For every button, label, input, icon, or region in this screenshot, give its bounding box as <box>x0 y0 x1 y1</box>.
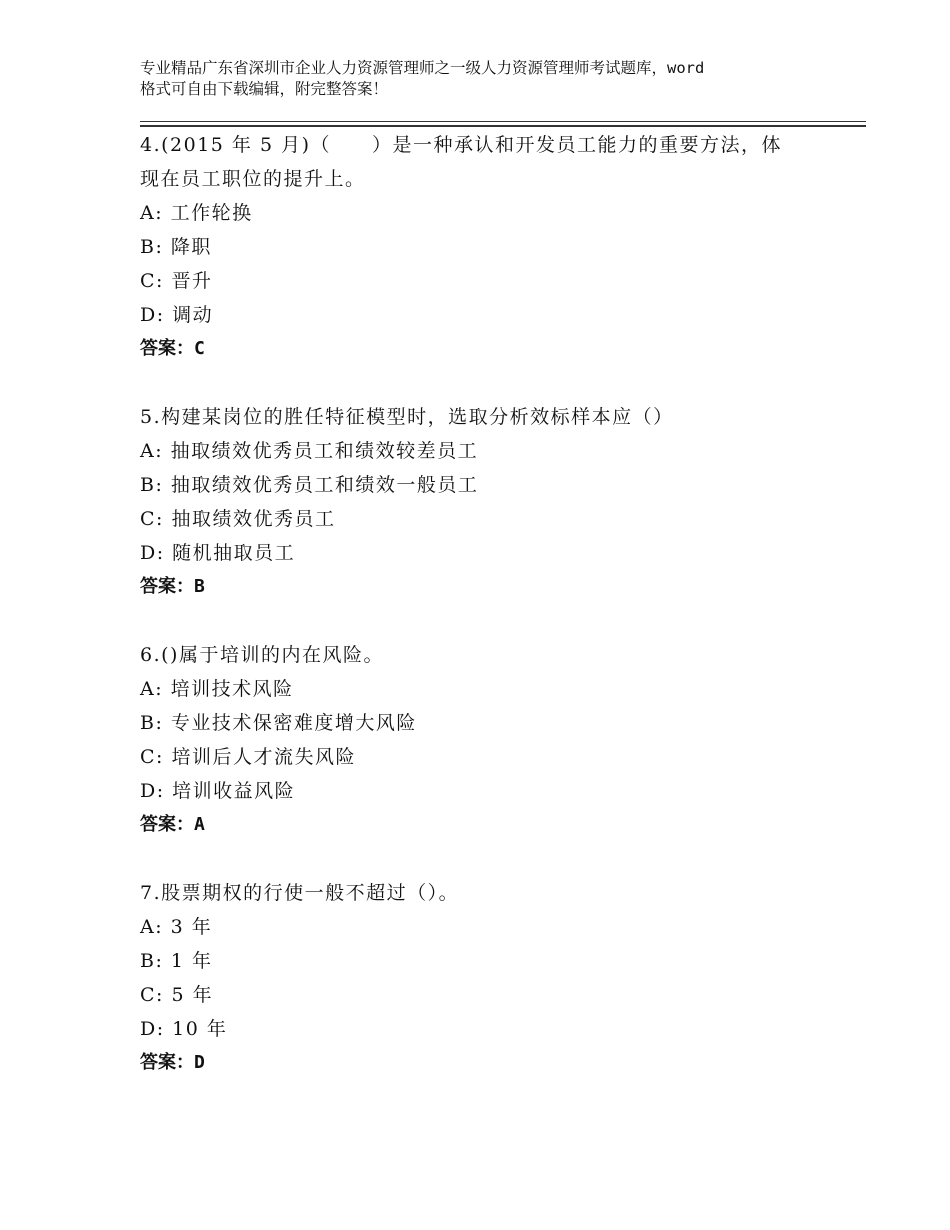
option-a: A: 工作轮换 <box>140 202 253 224</box>
question-stem: 4.(2015 年 5 月)（ ）是一种承认和开发员工能力的重要方法，体现在员工职位的提升上。 <box>140 134 783 190</box>
question-7 <box>140 876 840 1080</box>
answer: 答案：A <box>140 814 205 835</box>
header-rule-thin <box>140 121 866 122</box>
option-d: D: 培训收益风险 <box>140 780 296 802</box>
option-b: B: 降职 <box>140 236 212 258</box>
header-line-1: 专业精品广东省深圳市企业人力资源管理师之一级人力资源管理师考试题库，word <box>140 59 705 77</box>
option-d: D: 随机抽取员工 <box>140 542 296 564</box>
header-line-2: 格式可自由下载编辑，附完整答案！ <box>140 80 389 98</box>
option-b: B: 抽取绩效优秀员工和绩效一般员工 <box>140 474 479 496</box>
question-spacer <box>140 604 840 638</box>
answer: 答案：D <box>140 1052 205 1073</box>
option-c: C: 抽取绩效优秀员工 <box>140 508 336 530</box>
option-a: A: 抽取绩效优秀员工和绩效较差员工 <box>140 440 479 462</box>
question-5 <box>140 400 840 604</box>
option-a: A: 3 年 <box>140 916 213 938</box>
option-b: B: 专业技术保密难度增大风险 <box>140 712 417 734</box>
question-spacer <box>140 842 840 876</box>
option-d: D: 10 年 <box>140 1018 228 1040</box>
option-b: B: 1 年 <box>140 950 213 972</box>
option-c: C: 5 年 <box>140 984 214 1006</box>
answer: 答案：B <box>140 576 205 597</box>
option-d: D: 调动 <box>140 304 214 326</box>
header-rule-thick <box>140 125 866 127</box>
option-c: C: 晋升 <box>140 270 213 292</box>
option-c: C: 培训后人才流失风险 <box>140 746 356 768</box>
question-6 <box>140 638 840 842</box>
question-stem: 5.构建某岗位的胜任特征模型时，选取分析效标样本应（） <box>140 406 674 428</box>
answer: 答案：C <box>140 338 205 359</box>
question-4 <box>140 128 840 366</box>
question-list <box>140 128 840 1080</box>
page-header <box>140 58 840 100</box>
question-stem: 6.()属于培训的内在风险。 <box>140 644 384 666</box>
question-stem: 7.股票期权的行使一般不超过（）。 <box>140 882 460 904</box>
question-spacer <box>140 366 840 400</box>
option-a: A: 培训技术风险 <box>140 678 294 700</box>
